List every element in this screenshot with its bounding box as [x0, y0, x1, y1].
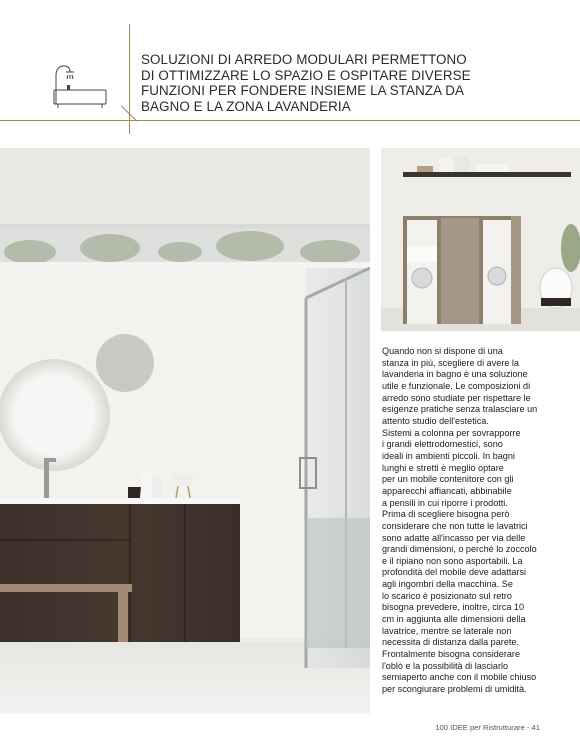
body-line: e il ripiano non sono asportabili. La [382, 555, 523, 566]
body-line: Quando non si dispone di una [382, 346, 503, 356]
body-line: necessita di distanza dalla parete. [382, 637, 519, 648]
body-line: arredo sono studiate per rispettare le [382, 392, 531, 403]
body-line: profondità del mobile deve adattarsi [382, 567, 527, 578]
header-rule-horizontal [0, 120, 580, 121]
body-paragraph [382, 346, 574, 696]
body-line: per un mobile contenitore con gli [382, 474, 514, 485]
body-line: lunghi e stretti è meglio optare [382, 462, 504, 473]
headline [141, 52, 561, 114]
body-line: utile e funzionale. Le composizioni di [382, 380, 531, 391]
body-line: ideali in ambienti piccoli. In bagni [382, 450, 515, 461]
body-line: a pensili in cui riporre i prodotti. [382, 497, 508, 508]
body-line: Frontalmente bisogna considerare [382, 649, 521, 660]
headline-line: BAGNO E LA ZONA LAVANDERIA [141, 98, 351, 114]
body-line: per scongiurare problemi di umidità. [382, 684, 527, 695]
laundry-cabinet-photo [381, 148, 580, 331]
body-line: lavanderia in bagno è una soluzione [382, 369, 528, 380]
body-line: l'oblò e la possibilità di lasciarlo [382, 660, 509, 671]
body-line: agli ingombri della macchina. Se [382, 579, 513, 590]
body-line: bisogna prevedere, inoltre, circa 10 [382, 602, 525, 613]
body-line: Prima di scegliere bisogna però [382, 509, 510, 520]
body-line: stanza in più, scegliere di avere la [382, 357, 519, 368]
body-line: sono adatte all'incasso per via delle [382, 532, 526, 543]
body-line: considerare che non tutte le lavatrici [382, 520, 528, 531]
body-line: apparecchi affiancati, abbinabile [382, 485, 512, 496]
body-line: attento studio dell'estetica. [382, 415, 489, 426]
bathtub-shower-icon [48, 60, 110, 110]
body-line: semiaperto anche con il mobile chiuso [382, 672, 537, 683]
body-line: grandi dimensioni, o perché lo zoccolo [382, 544, 537, 555]
body-line: lavatrice, mentre se laterale non [382, 625, 512, 636]
headline-line: FUNZIONI PER FONDERE INSIEME LA STANZA DA [141, 83, 465, 98]
laundry-illustration [381, 148, 580, 331]
article-body [382, 346, 574, 696]
page-footer: 100 IDEE per Ristrutturare - 41 [435, 723, 540, 732]
main-bathroom-photo [0, 148, 370, 714]
headline-line: DI OTTIMIZZARE LO SPAZIO E OSPITARE DIVERSE [141, 67, 471, 83]
bathroom-illustration [0, 148, 370, 714]
body-line: esigenze pratiche senza tralasciare un [382, 404, 538, 415]
headline-line: SOLUZIONI DI ARREDO MODULARI PERMETTONO [141, 52, 467, 67]
header-rule-vertical [129, 24, 130, 134]
body-line: lo scarico è posizionato sul retro [382, 590, 512, 601]
body-line: cm in aggiunta alle dimensioni della [382, 614, 526, 625]
body-line: Sistemi a colonna per sovrapporre [382, 427, 521, 438]
body-line: i grandi elettrodomestici, sono [382, 439, 503, 450]
